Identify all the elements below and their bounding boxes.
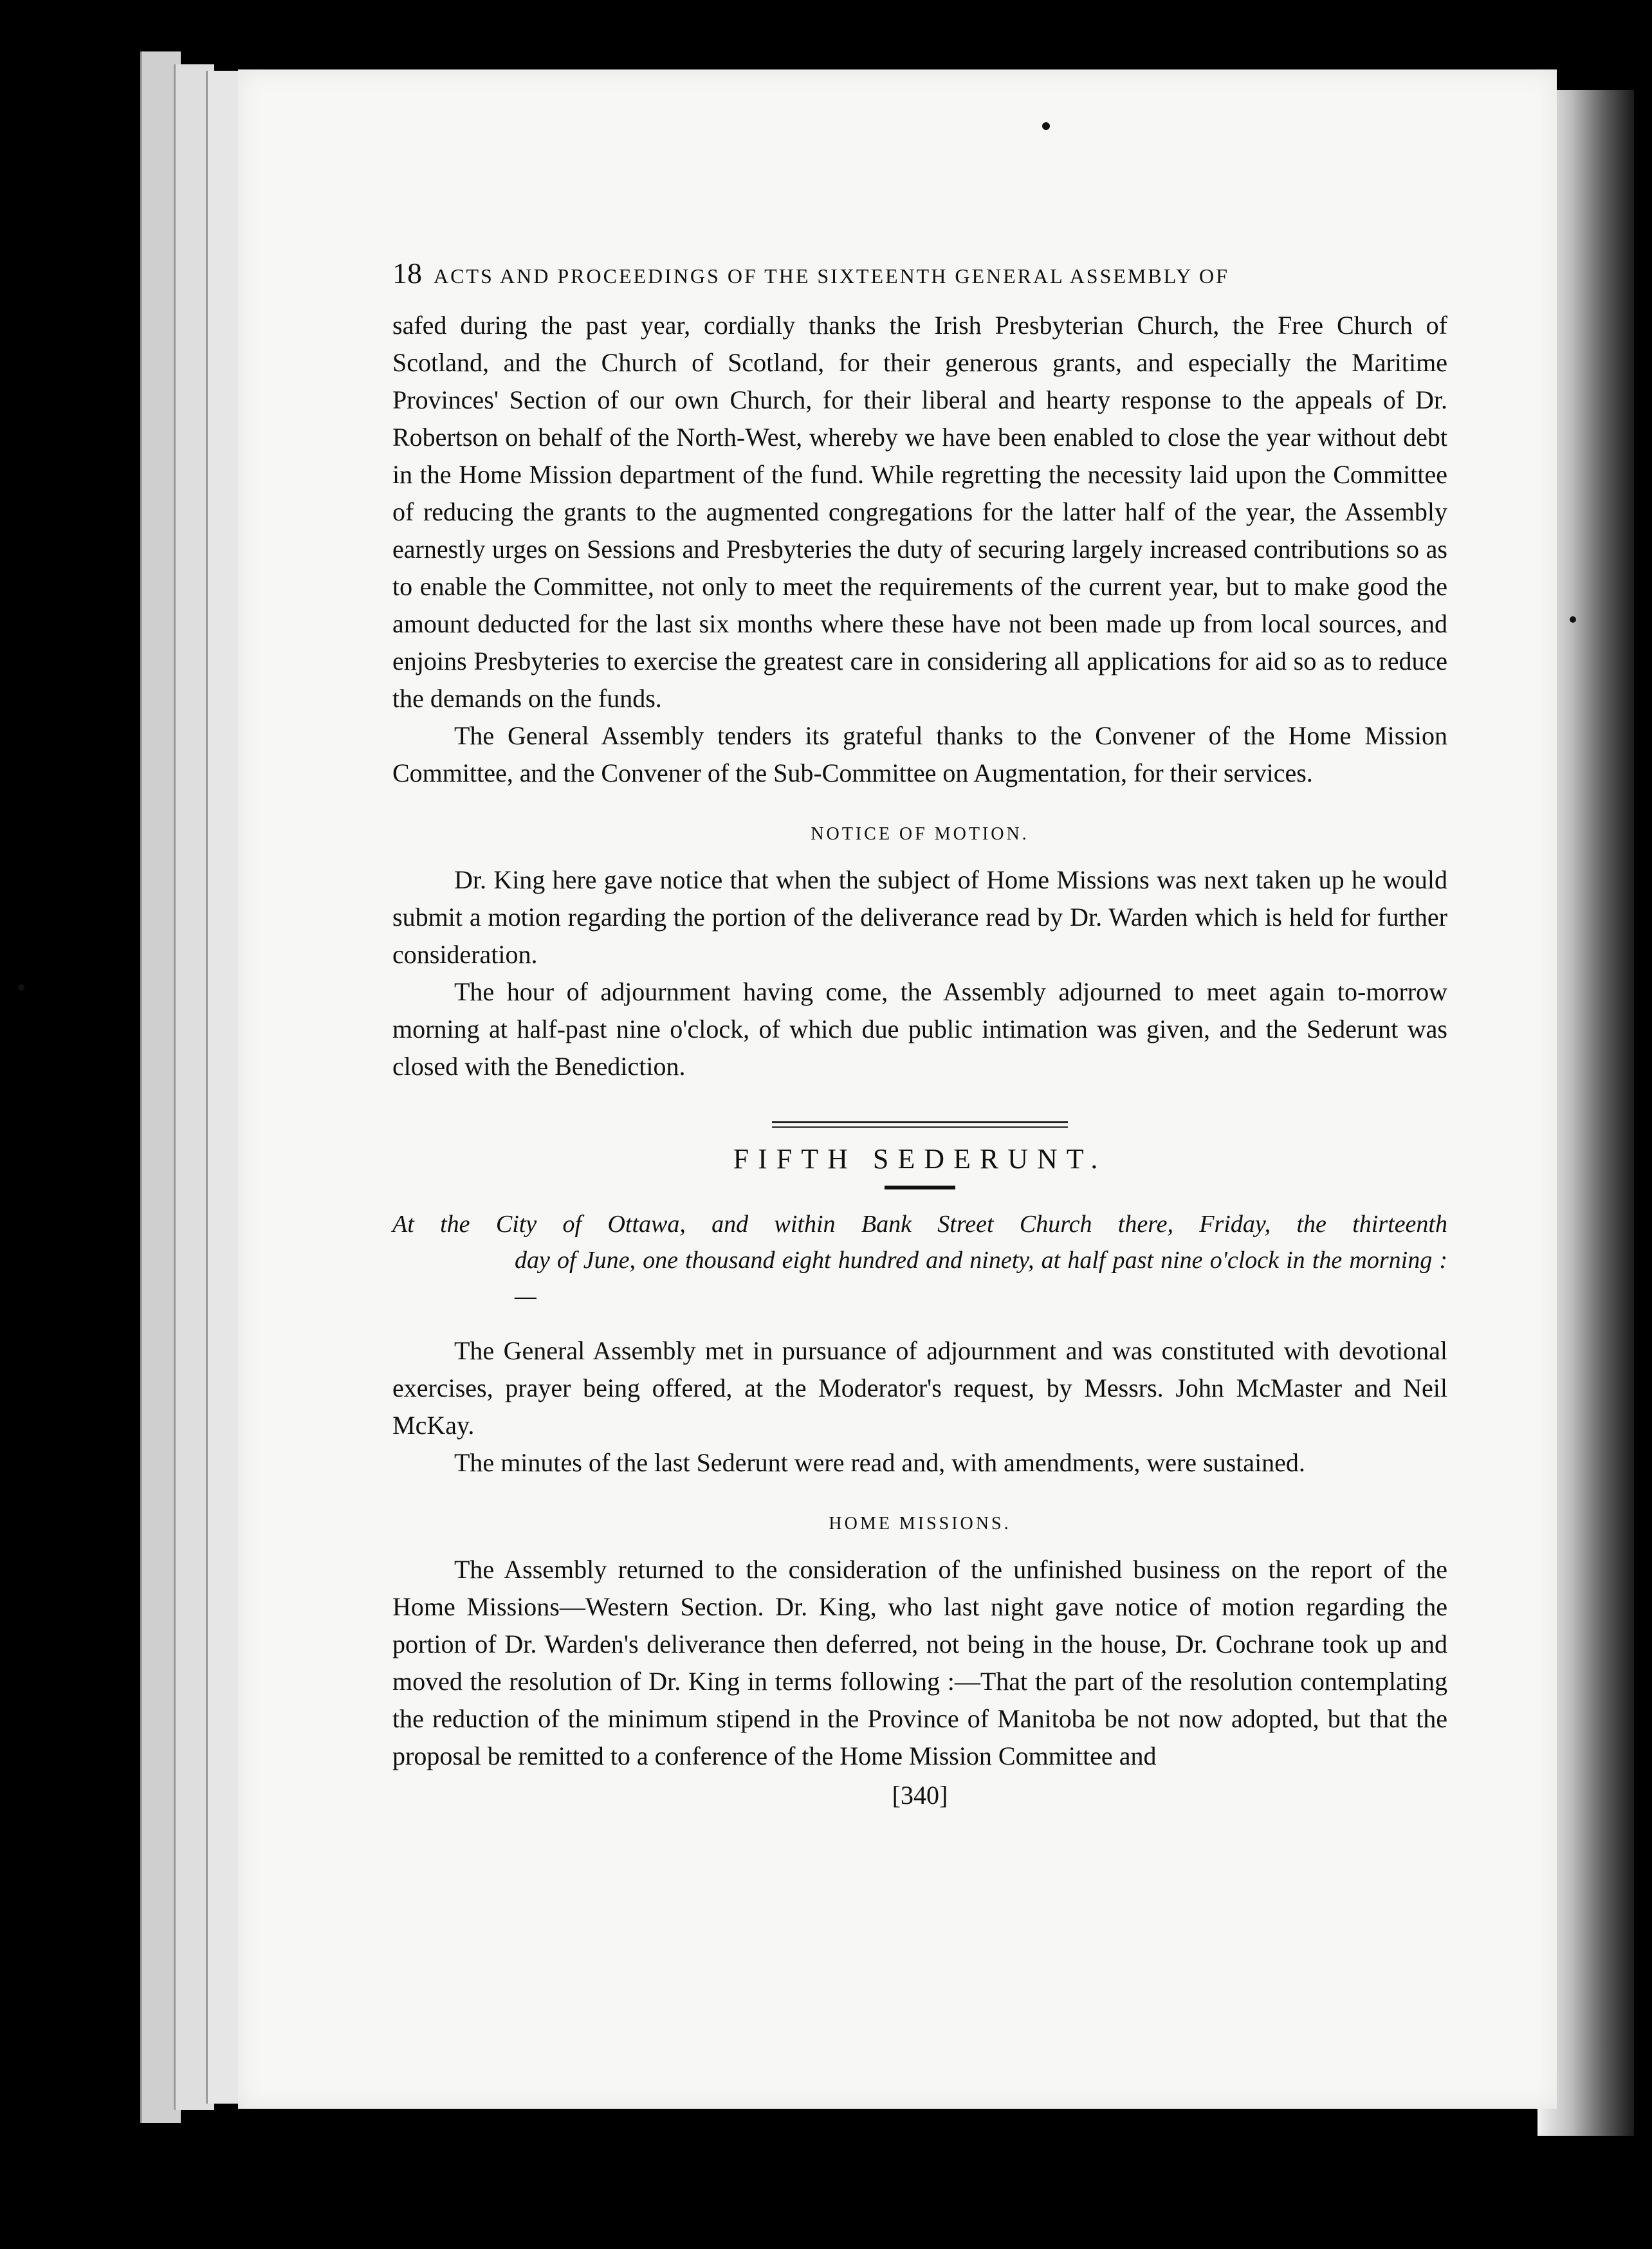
heading-notice-of-motion: NOTICE OF MOTION. bbox=[811, 824, 1029, 844]
speck-mark bbox=[18, 984, 24, 991]
paragraph-minutes: The minutes of the last Sederunt were read and, with amendments, were sustained. bbox=[454, 1448, 1305, 1477]
speck-mark bbox=[1042, 122, 1050, 130]
book-page bbox=[238, 69, 1557, 2109]
title-underline bbox=[885, 1186, 955, 1189]
page-number: 18 bbox=[392, 257, 422, 289]
sederunt-intro-first-line: At the City of Ottawa, and within Bank Street Church there, Friday, the thirteenth bbox=[392, 1211, 1447, 1238]
paragraph-constituted: The General Assembly met in pursuance of adjournment and was constituted with devotional exercises, prayer being offered, at the Moderator's request, by Messrs. John McMaster and Neil McKay. bbox=[392, 1336, 1447, 1440]
sederunt-intro bbox=[392, 1206, 1447, 1314]
sederunt-intro-continuation: day of June, one thousand eight hundred and ninety, at half past nine o'clock in the morning :— bbox=[515, 1247, 1447, 1310]
signature-mark: [340] bbox=[892, 1781, 948, 1810]
paragraph-thanks: The General Assembly tenders its grateful thanks to the Convener of the Home Mission Committee, and the Convener of the Sub-Committee on Augmentation, for their services. bbox=[392, 721, 1447, 787]
paragraph-continued: safed during the past year, cordially thanks the Irish Presbyterian Church, the Free Church of Scotland, and the Church of Scotland, for their generous grants, and especially the Maritime Provinces' Section of our own Church, for their liberal and hearty response to the appeals of Dr. Robertson on behalf of the North-West, whereby we have been enabled to close the year without debt in the Home Mission department of the fund. While regretting the necessity laid upon the Committee of reducing the grants to the augmented congregations for the latter half of the year, the Assembly earnestly urges on Sessions and Presbyteries the duty of securing largely increased contributions so as to enable the Committee, not only to meet the requirements of the current year, but to make good the amount deducted for the last six months where these have not been made up from local sources, and enjoins Presbyteries to exercise the greatest care in considering all applications for aid so as to reduce the demands on the funds. bbox=[392, 311, 1447, 713]
paragraph-notice: Dr. King here gave notice that when the subject of Home Missions was next taken up he would submit a motion regarding the portion of the deliverance read by Dr. Warden which is held for further consideration. bbox=[392, 865, 1447, 969]
paragraph-adjournment: The hour of adjournment having come, the Assembly adjourned to meet again to-morrow morning at half-past nine o'clock, of which due public intimation was given, and the Sederunt was closed with the Benediction. bbox=[392, 977, 1447, 1081]
sederunt-title: FIFTH SEDERUNT. bbox=[733, 1143, 1107, 1175]
speck-mark bbox=[1570, 616, 1576, 623]
running-title: ACTS AND PROCEEDINGS OF THE SIXTEENTH GENERAL ASSEMBLY OF bbox=[434, 264, 1229, 288]
paragraph-home-missions: The Assembly returned to the consideration of the unfinished business on the report of the Home Missions—Western Section. Dr. King, who last night gave notice of motion regarding the portion of Dr. Warden's deliverance then deferred, not being in the house, Dr. Cochrane took up and moved the resolution of Dr. King in terms following :—That the part of the resolution contemplating the reduction of the minimum stipend in the Province of Manitoba be not now adopted, but that the proposal be remitted to a conference of the Home Mission Committee and bbox=[392, 1555, 1447, 1770]
running-head bbox=[392, 256, 1447, 290]
text-column bbox=[392, 256, 1447, 1810]
heading-home-missions: HOME MISSIONS. bbox=[829, 1514, 1011, 1534]
section-divider bbox=[772, 1121, 1068, 1123]
